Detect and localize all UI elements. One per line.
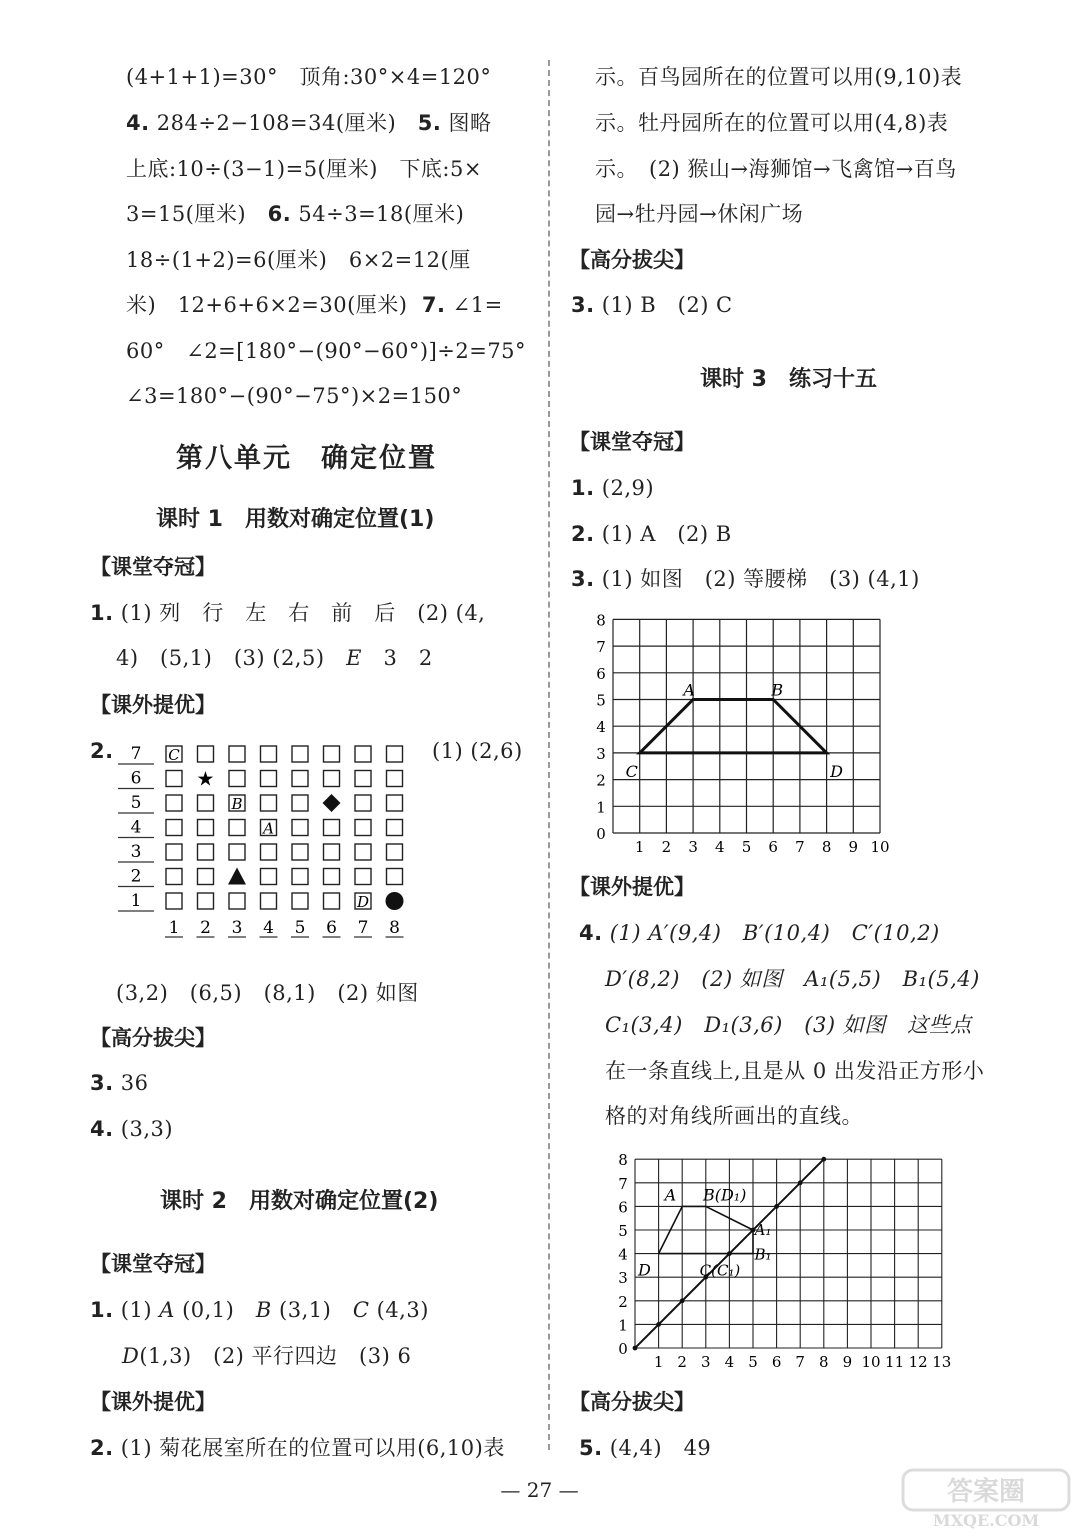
- seat-box: [166, 844, 182, 860]
- y-tick-label: 7: [618, 1174, 628, 1193]
- seat-label: A: [263, 819, 274, 838]
- seat-box: [166, 893, 182, 909]
- question-number: 1.: [90, 1298, 114, 1322]
- diagonal-point: [633, 1346, 638, 1351]
- seat-label: C: [168, 746, 180, 764]
- text-line: 60° ∠2=[180°−(90°−60°)]÷2=75°: [126, 339, 527, 363]
- row-label: 4: [130, 817, 142, 838]
- section-heading: 【课外提优】: [569, 875, 695, 899]
- seat-box: [292, 893, 308, 909]
- column-label: 6: [326, 918, 337, 938]
- text-line: 18÷(1+2)=6(厘米) 6×2=12(厘: [126, 248, 471, 272]
- triangle-icon: [228, 868, 246, 885]
- y-tick-label: 1: [618, 1316, 628, 1335]
- text-line: 示。 (2) 猴山→海狮馆→飞禽馆→百鸟: [595, 157, 957, 181]
- lesson-title: 课时 1 用数对确定位置(1): [156, 507, 435, 532]
- seat-box: [261, 771, 277, 787]
- section-heading: 【课外提优】: [90, 1390, 216, 1414]
- y-tick-label: 6: [596, 664, 606, 683]
- point-label-b-d1: B(D₁): [702, 1185, 747, 1205]
- text-line: [571, 519, 732, 549]
- x-tick-label: 5: [748, 1353, 758, 1371]
- diagonal-line-figure: [595, 1148, 955, 1380]
- seat-box: [229, 771, 245, 787]
- question-number: 3.: [90, 1071, 114, 1095]
- seat-box: [355, 820, 371, 836]
- text-line: [90, 1433, 505, 1463]
- question-number: 1.: [90, 601, 114, 625]
- y-tick-label: 8: [618, 1151, 628, 1170]
- answer-text: (2,9): [601, 476, 655, 500]
- seat-box: [198, 893, 214, 909]
- seat-box: [324, 844, 340, 860]
- point-label: B: [255, 1298, 272, 1322]
- seat-box: [324, 869, 340, 885]
- point-label: A: [159, 1298, 175, 1322]
- answer-text: (1) (2,6): [432, 739, 523, 763]
- diagonal-grid: [618, 1151, 951, 1371]
- seat-box: [198, 820, 214, 836]
- text-line: [122, 1341, 411, 1371]
- svg-text:MXQE.COM: MXQE.COM: [932, 1511, 1040, 1530]
- point-label-a: A: [683, 680, 695, 700]
- text-line: 示。百鸟园所在的位置可以用(9,10)表: [595, 65, 963, 89]
- page-number: — 27 —: [500, 1478, 579, 1502]
- x-tick-label: 2: [677, 1353, 687, 1371]
- column-label: 4: [263, 918, 274, 938]
- y-tick-label: 7: [596, 638, 606, 657]
- text-line: [579, 918, 940, 948]
- column-label: 8: [389, 918, 400, 938]
- column-label: 2: [200, 918, 211, 938]
- row-label: 3: [130, 842, 142, 862]
- answer-text: (4,4) 49: [609, 1436, 712, 1460]
- question-number: 5.: [579, 1436, 603, 1460]
- text-line: 示。牡丹园所在的位置可以用(4,8)表: [595, 111, 949, 135]
- x-tick-label: 11: [885, 1353, 905, 1371]
- answer-text: (1) 列 行 左 右 前 后 (2) (4,: [120, 601, 486, 625]
- x-tick-label: 1: [634, 838, 645, 856]
- text-line: [571, 473, 654, 503]
- seat-box: [198, 746, 214, 762]
- text-line: (3,2) (6,5) (8,1) (2) 如图: [116, 981, 419, 1005]
- y-tick-label: 4: [596, 718, 606, 737]
- seat-box: [229, 820, 245, 836]
- row-label: 7: [130, 744, 142, 764]
- x-tick-label: 6: [771, 1353, 782, 1371]
- diagonal-point: [774, 1204, 779, 1209]
- seat-box: [355, 771, 371, 787]
- answer-text: (1) 菊花展室所在的位置可以用(6,10)表: [120, 1436, 505, 1460]
- text-line: [90, 598, 485, 628]
- seat-box: [387, 746, 403, 762]
- text-line: [116, 643, 433, 673]
- text-line: [90, 1068, 149, 1098]
- question-number: 3.: [571, 567, 595, 591]
- x-tick-label: 13: [932, 1353, 952, 1371]
- text-line: 园→牡丹园→休闲广场: [595, 202, 804, 226]
- answer-text: 3=15(厘米): [126, 202, 247, 226]
- lesson-title: 课时 2 用数对确定位置(2): [160, 1189, 439, 1214]
- question-number: 4.: [579, 921, 603, 945]
- text-line: [571, 564, 920, 594]
- seat-box: [355, 795, 371, 811]
- question-number: 6.: [267, 202, 292, 226]
- text-line: [571, 290, 733, 320]
- row-label: 6: [130, 768, 142, 789]
- x-tick-label: 9: [842, 1353, 853, 1371]
- answer-text: 54÷3=18(厘米): [298, 202, 465, 226]
- diagonal-point: [821, 1157, 826, 1162]
- svg-text:答案圈: 答案圈: [946, 1477, 1026, 1507]
- point-label-c: C: [625, 761, 638, 781]
- diagonal-point: [798, 1180, 803, 1185]
- seat-box: [229, 746, 245, 762]
- seat-box: [292, 844, 308, 860]
- x-tick-label: 4: [724, 1353, 735, 1371]
- y-tick-label: 5: [596, 691, 606, 710]
- seat-box: [261, 844, 277, 860]
- x-tick-label: 7: [795, 1353, 805, 1371]
- seat-box: [261, 893, 277, 909]
- text-line: ∠3=180°−(90°−75°)×2=150°: [126, 384, 463, 408]
- row-label: 5: [130, 793, 142, 813]
- y-tick-label: 4: [618, 1245, 628, 1264]
- text-line: [579, 1433, 711, 1463]
- seat-grid: [118, 744, 404, 938]
- answer-text: (0,1): [182, 1298, 235, 1322]
- column-label: 7: [357, 918, 369, 938]
- question-number: 2.: [90, 1436, 114, 1460]
- column-label: 3: [231, 918, 243, 938]
- trapezoid-grid: [596, 611, 889, 856]
- seat-box: [198, 844, 214, 860]
- seat-box: [355, 869, 371, 885]
- seat-box: [292, 771, 308, 787]
- seat-box: [387, 820, 403, 836]
- x-tick-label: 6: [768, 838, 778, 856]
- circle-icon: [386, 892, 404, 910]
- diamond-icon: [323, 794, 341, 812]
- seat-box: [166, 869, 182, 885]
- text-line: (4+1+1)=30° 顶角:30°×4=120°: [126, 65, 492, 89]
- answer-text: (1,3) (2) 平行四边 (3) 6: [139, 1344, 412, 1368]
- seat-box: [387, 771, 403, 787]
- point-label-b: B: [771, 680, 784, 700]
- y-tick-label: 1: [596, 798, 606, 817]
- star-icon: ★: [196, 766, 215, 791]
- seat-box: [355, 844, 371, 860]
- column-label: 5: [294, 918, 306, 938]
- x-tick-label: 9: [848, 838, 859, 856]
- question-number: 2.: [90, 739, 114, 763]
- section-heading: 【高分拔尖】: [90, 1026, 216, 1050]
- answer-text: (1) B (2) C: [601, 293, 733, 317]
- seat-box: [292, 820, 308, 836]
- text-line: 上底:10÷(3−1)=5(厘米) 下底:5×: [126, 157, 482, 181]
- text-line: [90, 1295, 429, 1325]
- text-line: [126, 199, 464, 229]
- answer-text: (1): [120, 1298, 153, 1322]
- section-heading: 【课堂夺冠】: [90, 1252, 216, 1276]
- question-number: 1.: [571, 476, 595, 500]
- lesson-title: 课时 3 练习十五: [700, 367, 877, 392]
- answer-text: ∠1=: [452, 293, 503, 317]
- answer-text: (1) A (2) B: [601, 522, 732, 546]
- point-label-c-c1: C(C₁): [699, 1261, 741, 1280]
- answer-text: (3,3): [120, 1117, 174, 1141]
- seat-grid-figure: [110, 742, 420, 947]
- text-line: [126, 108, 492, 138]
- x-tick-label: 7: [795, 838, 805, 856]
- seat-box: [229, 893, 245, 909]
- section-heading: 【高分拔尖】: [569, 1390, 695, 1414]
- trapezoid-grid-figure: [595, 608, 915, 858]
- point-label-d: D: [638, 1260, 651, 1280]
- y-tick-label: 6: [618, 1198, 628, 1217]
- text-line: C₁(3,4) D₁(3,6) (3) 如图 这些点: [605, 1013, 972, 1037]
- answer-text: 4) (5,1) (3) (2,5): [116, 646, 325, 670]
- text-line: 格的对角线所画出的直线。: [605, 1104, 863, 1128]
- seat-box: [229, 844, 245, 860]
- seat-box: [324, 746, 340, 762]
- text-line: 在一条直线上,且是从 0 出发沿正方形小: [605, 1059, 985, 1083]
- seat-box: [387, 844, 403, 860]
- point-label-a: A: [664, 1185, 677, 1205]
- seat-box: [324, 771, 340, 787]
- answer-text: 3 2: [383, 646, 433, 670]
- diagonal-point: [680, 1298, 685, 1303]
- y-tick-label: 2: [596, 771, 606, 790]
- question-number: 5.: [417, 111, 442, 135]
- seat-label: D: [356, 893, 370, 911]
- x-tick-label: 8: [821, 838, 832, 856]
- seat-box: [324, 820, 340, 836]
- x-tick-label: 2: [661, 838, 672, 856]
- seat-box: [166, 820, 182, 836]
- unit-title: 第八单元 确定位置: [176, 443, 437, 474]
- watermark-logo: [901, 1468, 1071, 1530]
- seat-box: [261, 869, 277, 885]
- question-number: 3.: [571, 293, 595, 317]
- y-tick-label: 3: [618, 1269, 628, 1288]
- seat-box: [292, 746, 308, 762]
- point-label-d: D: [830, 761, 844, 781]
- point-label: D: [122, 1344, 140, 1368]
- seat-box: [166, 771, 182, 787]
- answer-letter: E: [346, 646, 362, 670]
- x-tick-label: 5: [741, 838, 752, 856]
- seat-box: [261, 746, 277, 762]
- point-label-b1: B₁: [754, 1245, 772, 1264]
- section-heading: 【课外提优】: [90, 693, 216, 717]
- y-tick-label: 2: [618, 1292, 628, 1311]
- seat-box: [355, 746, 371, 762]
- point-label-a1: A₁: [754, 1221, 772, 1239]
- seat-box: [198, 869, 214, 885]
- answer-text: 图略: [448, 111, 492, 135]
- column-label: 1: [168, 918, 180, 938]
- seat-box: [387, 795, 403, 811]
- x-tick-label: 4: [715, 838, 725, 856]
- question-number: 4.: [90, 1117, 114, 1141]
- x-tick-label: 8: [819, 1353, 829, 1371]
- row-label: 1: [130, 891, 142, 911]
- row-label: 2: [130, 866, 142, 887]
- x-tick-label: 10: [870, 838, 890, 856]
- answer-text: (1) 如图 (2) 等腰梯 (3) (4,1): [601, 567, 920, 591]
- y-tick-label: 8: [596, 611, 606, 630]
- seat-box: [198, 795, 214, 811]
- diagonal-point: [656, 1322, 661, 1327]
- answer-text: 36: [120, 1071, 149, 1095]
- seat-label: B: [231, 795, 243, 813]
- y-tick-label: 0: [596, 825, 606, 843]
- answer-text: (4,3): [376, 1298, 429, 1322]
- x-tick-label: 1: [653, 1353, 664, 1371]
- x-tick-label: 10: [861, 1353, 881, 1371]
- seat-box: [292, 869, 308, 885]
- section-heading: 【高分拔尖】: [569, 248, 695, 272]
- answer-text: (1) A′(9,4) B′(10,4) C′(10,2): [609, 921, 940, 945]
- section-heading: 【课堂夺冠】: [90, 555, 216, 579]
- x-tick-label: 3: [701, 1353, 711, 1371]
- x-tick-label: 12: [908, 1353, 928, 1371]
- text-line: [90, 1114, 173, 1144]
- seat-box: [292, 795, 308, 811]
- x-tick-label: 3: [688, 838, 698, 856]
- y-tick-label: 0: [618, 1340, 628, 1358]
- text-line: [126, 290, 503, 320]
- seat-box: [261, 795, 277, 811]
- y-tick-label: 3: [596, 744, 606, 763]
- answer-text: (3,1): [279, 1298, 332, 1322]
- seat-box: [387, 869, 403, 885]
- column-divider: [548, 60, 550, 1450]
- seat-box: [166, 795, 182, 811]
- point-label: C: [352, 1298, 370, 1322]
- answer-text: 米) 12+6+6×2=30(厘米): [126, 293, 408, 317]
- y-tick-label: 5: [618, 1222, 628, 1240]
- seat-box: [324, 893, 340, 909]
- answer-text: 284÷2−108=34(厘米): [156, 111, 397, 135]
- question-number: 2.: [571, 522, 595, 546]
- question-number: 4.: [126, 111, 150, 135]
- text-line: D′(8,2) (2) 如图 A₁(5,5) B₁(5,4): [605, 967, 980, 991]
- section-heading: 【课堂夺冠】: [569, 430, 695, 454]
- question-number: 7.: [421, 293, 446, 317]
